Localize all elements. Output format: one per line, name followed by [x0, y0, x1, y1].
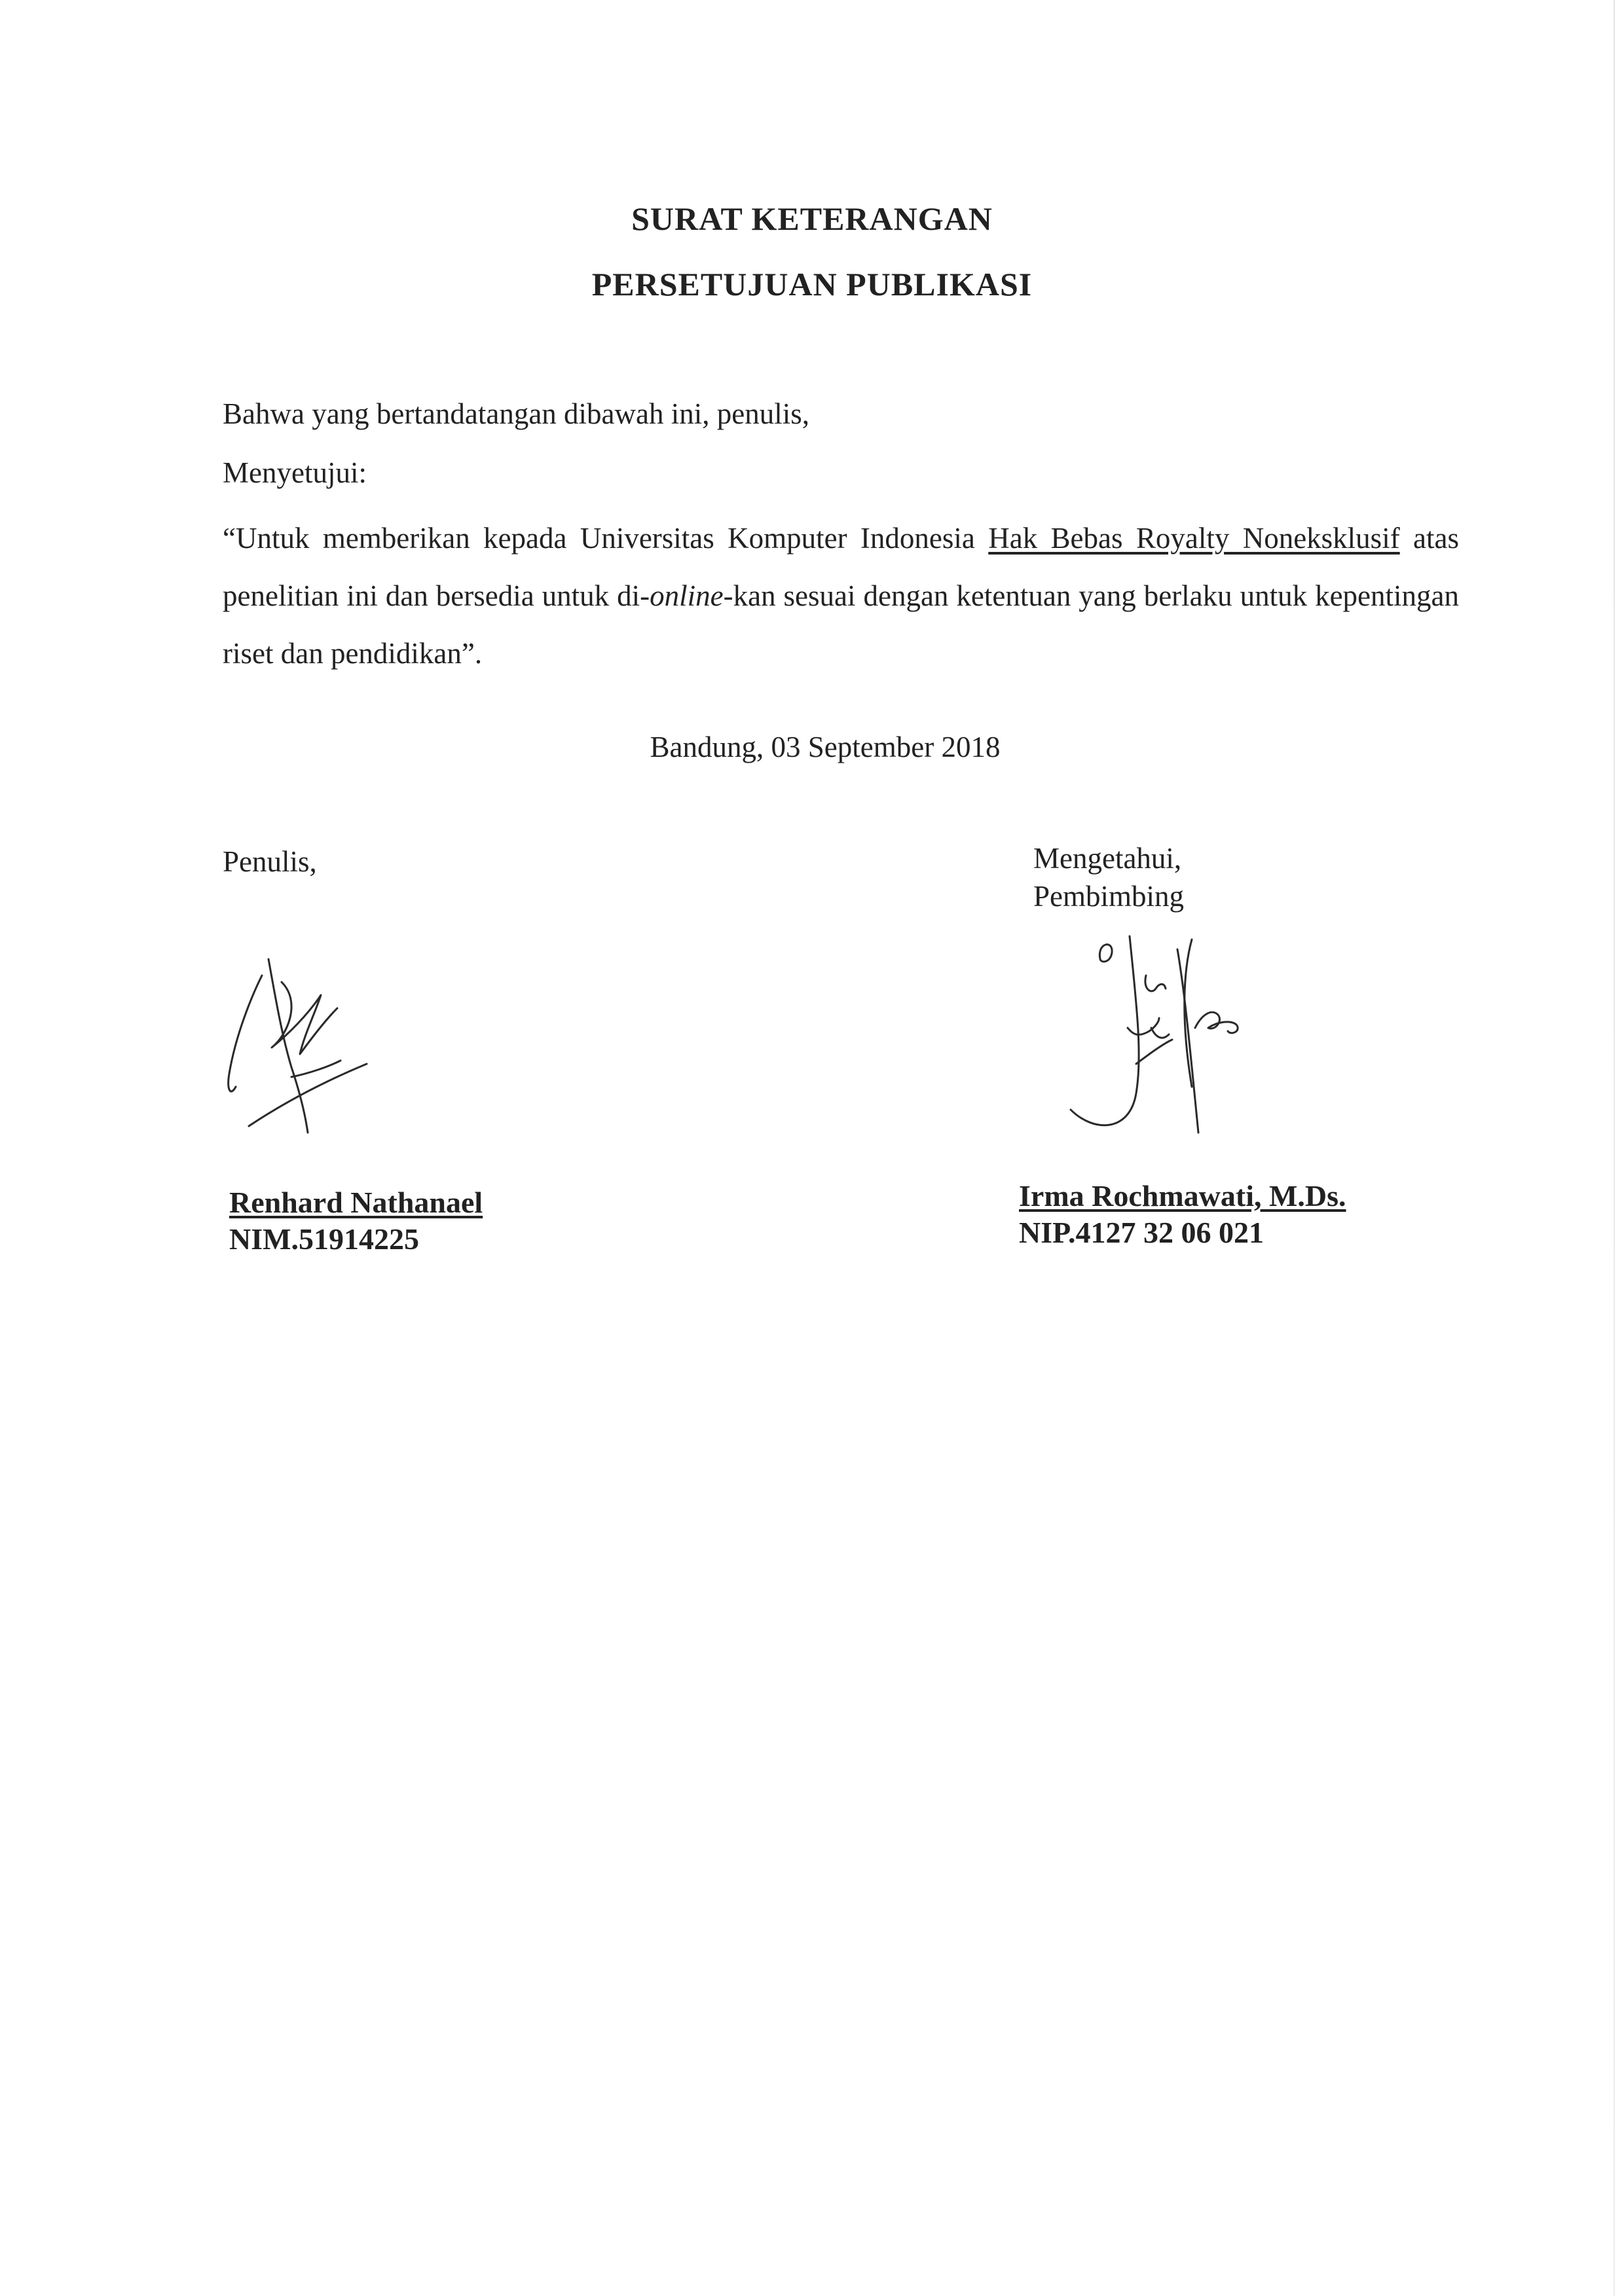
author-signature [216, 956, 386, 1146]
agreement-label: Menyetujui: [223, 456, 367, 489]
supervisor-role [1033, 839, 1184, 915]
intro-text: Bahwa yang bertandatangan dibawah ini, penulis, [223, 397, 809, 430]
document-subtitle: PERSETUJUAN PUBLIKASI [591, 266, 1033, 302]
supervisor-signature [1067, 923, 1283, 1146]
statement-part-3: -kan sesuai dengan ketentuan yang berlaku untuk kepentingan riset dan pendidikan”. [223, 579, 1459, 670]
online-term: online [650, 579, 724, 612]
supervisor-role-line-2: Pembimbing [1033, 880, 1185, 913]
scan-edge-line [1614, 0, 1615, 2296]
royalty-term: Hak Bebas Royalty Noneksklusif [988, 522, 1400, 555]
statement-part-1: “Untuk memberikan kepada Universitas Komputer Indonesia [223, 522, 989, 555]
supervisor-role-line-1: Mengetahui, [1033, 842, 1182, 875]
author-name: Renhard Nathanael [229, 1186, 483, 1219]
place-date: Bandung, 03 September 2018 [650, 731, 1001, 763]
agreement-statement [223, 509, 1459, 682]
supervisor-id: NIP.4127 32 06 021 [1019, 1216, 1264, 1249]
author-role: Penulis, [223, 845, 317, 878]
document-title: SURAT KETERANGAN [631, 200, 993, 237]
statement-part-2: atas penelitian ini dan bersedia untuk di- [223, 522, 1459, 612]
author-id: NIM.51914225 [229, 1222, 420, 1256]
supervisor-name: Irma Rochmawati, M.Ds. [1019, 1179, 1346, 1212]
